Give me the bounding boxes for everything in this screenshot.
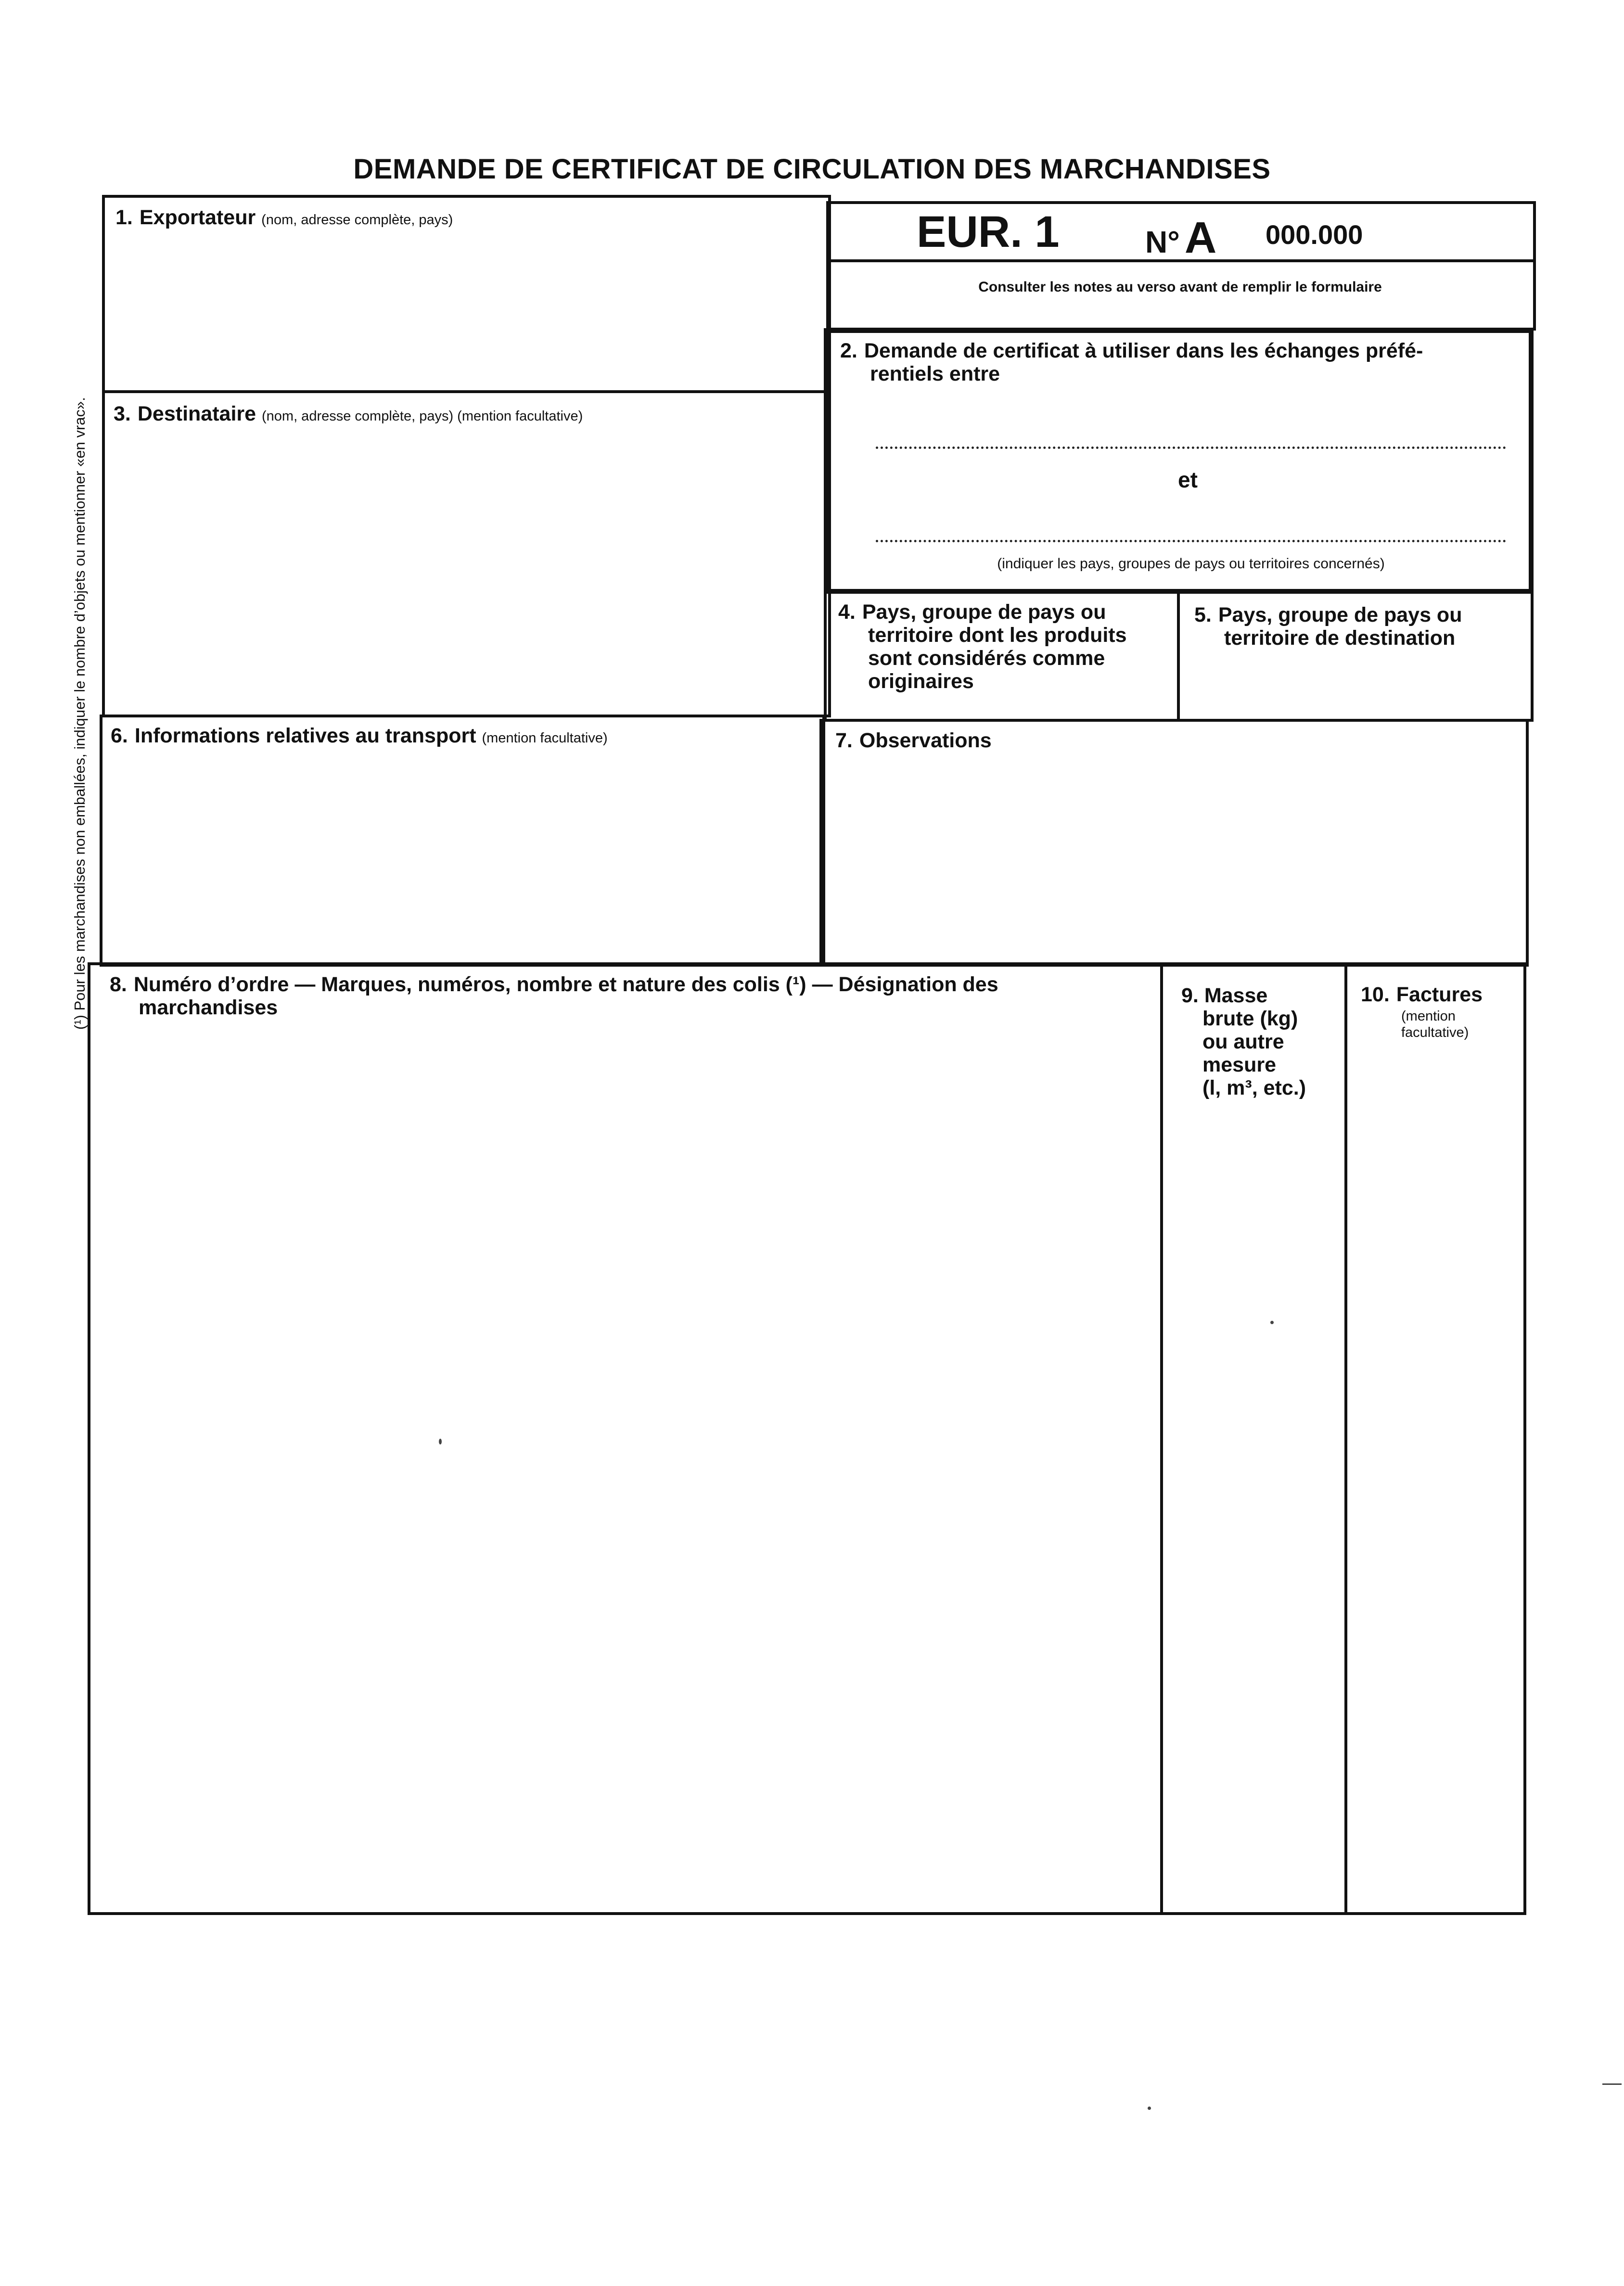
bulk-goods-footnote: (¹) Pour les marchandises non emballées, indiquer le nombre d’objets ou mentionner «en vrac». [71, 397, 88, 1030]
origin-country-label: 4. Pays, groupe de pays ou territoire dont les produits sont considérés comme originaires [838, 600, 1127, 693]
preferential-trade-label: 2. Demande de certificat à utiliser dans les échanges préfé- rentiels entre [840, 339, 1423, 385]
transport-info-box[interactable] [100, 715, 825, 967]
country-line-2[interactable] [876, 540, 1506, 542]
certificate-serial: 000.000 [1266, 219, 1363, 250]
et-separator: et [1178, 467, 1198, 492]
scan-speck [439, 1439, 442, 1444]
form-title: DEMANDE DE CERTIFICAT DE CIRCULATION DES MARCHANDISES [353, 153, 1271, 185]
gross-mass-label: 9. Masse brute (kg) ou autre mesure (l, m³, etc.) [1181, 984, 1306, 1099]
transport-info-label: 6. Informations relatives au transport (mention facultative) [111, 724, 608, 747]
scan-speck [1602, 2083, 1622, 2085]
certificate-number-label: N° A [1145, 213, 1217, 262]
scan-speck [1148, 2107, 1151, 2110]
consignee-label: 3. Destinataire (nom, adresse complète, pays) (mention facultative) [114, 402, 583, 425]
invoices-note: (mention facultative) [1401, 1009, 1469, 1040]
consult-notes: Consulter les notes au verso avant de remplir le formulaire [978, 279, 1382, 295]
invoices-box[interactable] [1344, 962, 1526, 1915]
goods-description-label: 8. Numéro d’ordre — Marques, numéros, nombre et nature des colis (¹) — Désignation des marchandises [110, 973, 998, 1019]
destination-country-label: 5. Pays, groupe de pays ou territoire de destination [1194, 603, 1462, 650]
gross-mass-box[interactable] [1160, 962, 1347, 1915]
observations-box[interactable] [819, 719, 1529, 967]
consignee-box[interactable] [102, 390, 831, 717]
scan-speck [1270, 1321, 1274, 1324]
observations-label: 7. Observations [835, 729, 992, 752]
exporter-label: 1. Exportateur (nom, adresse complète, pays) [115, 206, 453, 229]
countries-indication: (indiquer les pays, groupes de pays ou territoires concernés) [997, 556, 1385, 572]
goods-description-box[interactable] [88, 962, 1163, 1915]
country-line-1[interactable] [876, 447, 1506, 449]
eur1-label: EUR. 1 [917, 207, 1060, 256]
invoices-label: 10. Factures [1361, 983, 1483, 1006]
